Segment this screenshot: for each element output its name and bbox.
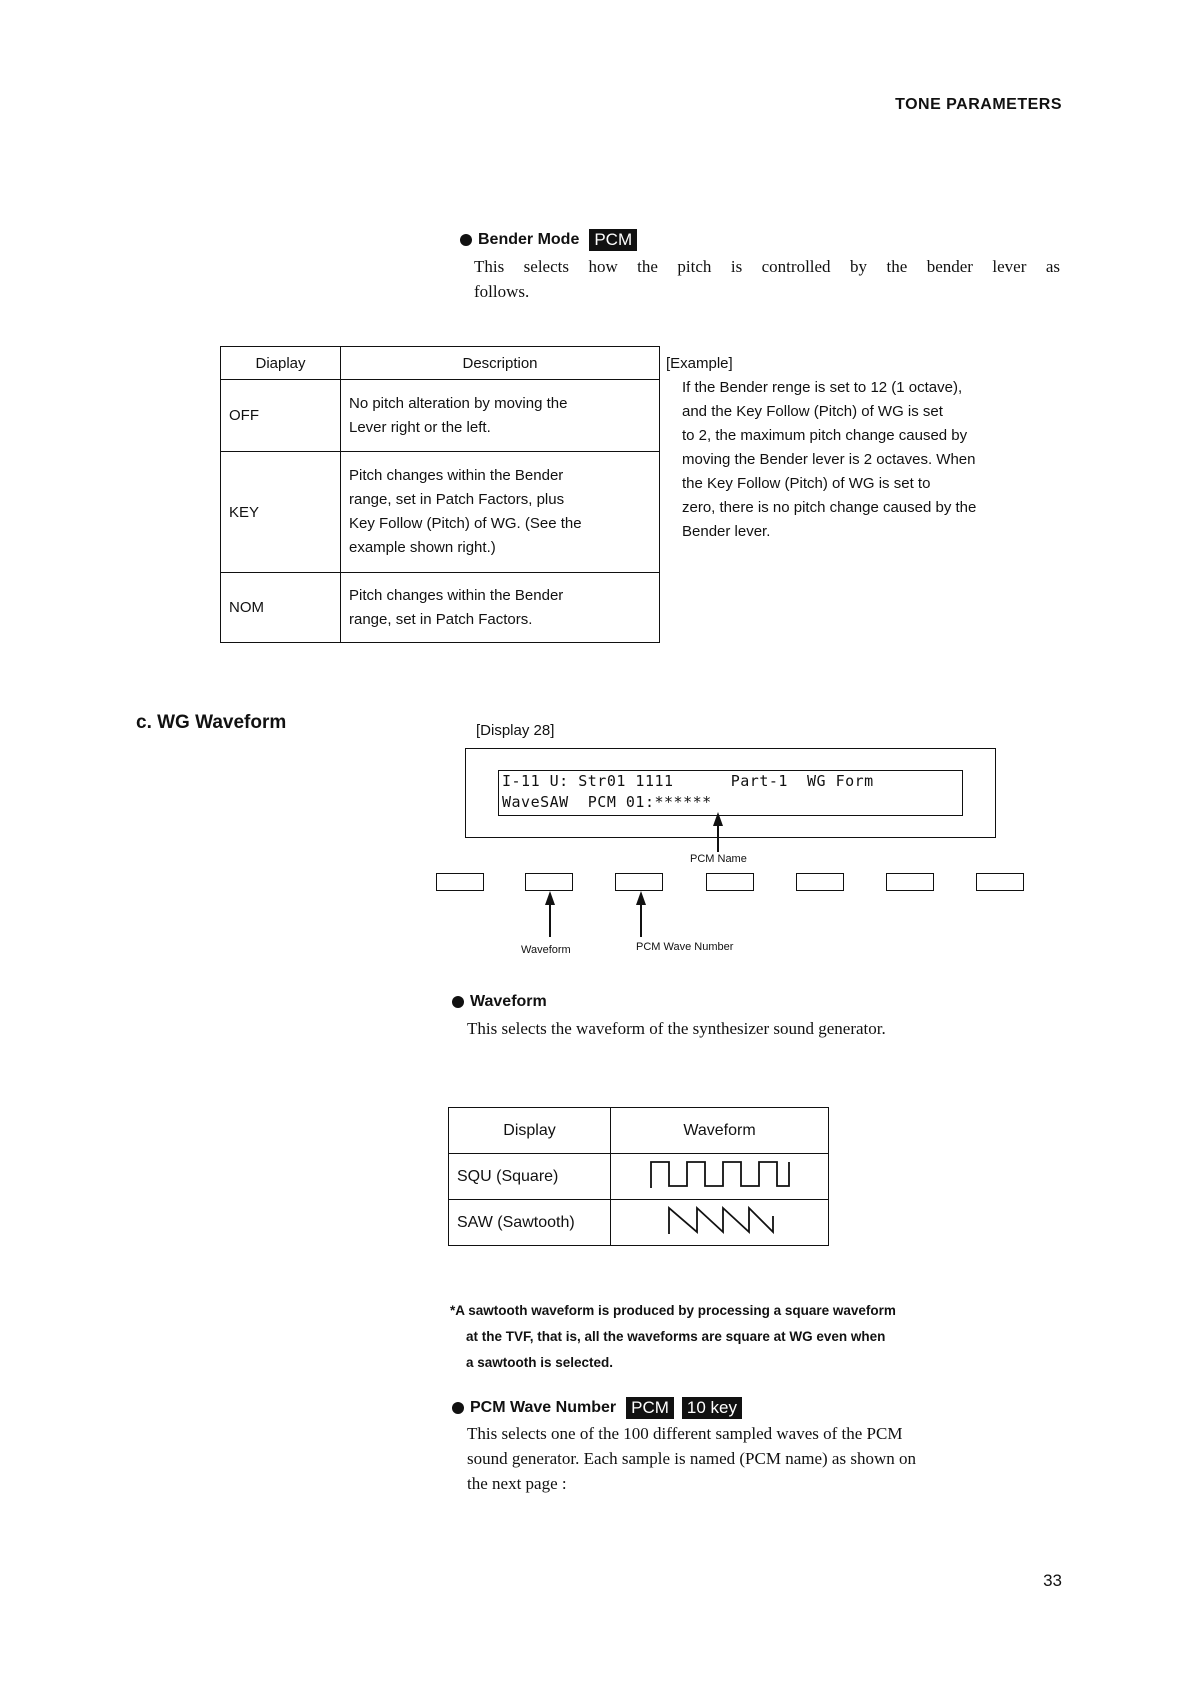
- square-wave-icon: [611, 1154, 829, 1200]
- example-line: zero, there is no pitch change caused by the: [682, 499, 977, 516]
- bender-example: [666, 352, 1046, 544]
- display-caption: [Display 28]: [476, 722, 555, 739]
- description-line: Key Follow (Pitch) of WG. (See the: [349, 515, 582, 532]
- section-title: c. WG Waveform: [136, 712, 287, 733]
- waveform-description: This selects the waveform of the synthesizer sound generator.: [467, 1019, 886, 1038]
- waveform-title: Waveform: [470, 993, 547, 1010]
- table-row: [221, 573, 660, 643]
- pcm-wave-number-heading: [452, 1397, 742, 1419]
- waveform-table: [448, 1107, 829, 1246]
- soft-button-4[interactable]: [706, 873, 754, 891]
- lcd-screen: [498, 770, 963, 816]
- example-line: moving the Bender lever is 2 octaves. When: [682, 451, 976, 468]
- row-display: OFF: [221, 380, 341, 452]
- description-line: example shown right.): [349, 539, 496, 556]
- bullet-icon: [452, 1402, 464, 1414]
- example-line: to 2, the maximum pitch change caused by: [682, 427, 968, 444]
- bender-mode-table: [220, 346, 660, 643]
- description-line: Pitch changes within the Bender: [349, 467, 564, 484]
- pcm-wave-number-description: [467, 1421, 1057, 1496]
- bullet-icon: [460, 234, 472, 246]
- intro-line: This selects how the pitch is controlled by the bender lever as: [474, 257, 1060, 276]
- lcd-line-1: I-11 U: Str01 1111 Part-1 WG Form: [502, 772, 874, 790]
- pcm-wave-number-title: PCM Wave Number: [470, 1399, 617, 1416]
- lcd-line-2: WaveSAW PCM 01:******: [502, 793, 712, 811]
- description-line: the next page :: [467, 1474, 567, 1493]
- table-row: [221, 380, 660, 452]
- table-row: [449, 1154, 829, 1200]
- sawtooth-wave-graphic: [665, 1204, 775, 1236]
- ten-key-badge: 10 key: [682, 1397, 742, 1419]
- bender-mode-heading: [460, 229, 637, 251]
- col-waveform-header: Waveform: [611, 1108, 829, 1154]
- bender-mode-intro: [474, 254, 1060, 304]
- description-line: No pitch alteration by moving the: [349, 394, 568, 412]
- row-description: [341, 380, 660, 452]
- row-description: [341, 452, 660, 573]
- soft-button-1[interactable]: [436, 873, 484, 891]
- row-description: [341, 573, 660, 643]
- note-line: *A sawtooth waveform is produced by processing a square waveform: [450, 1303, 896, 1318]
- table-row: [449, 1200, 829, 1246]
- description-line: This selects one of the 100 different sampled waves of the PCM: [467, 1424, 903, 1443]
- bullet-icon: [452, 996, 464, 1008]
- row-display: SQU (Square): [449, 1154, 611, 1200]
- example-line: the Key Follow (Pitch) of WG is set to: [682, 475, 931, 492]
- soft-button-2[interactable]: [525, 873, 573, 891]
- description-line: range, set in Patch Factors.: [349, 610, 533, 628]
- pcm-badge: PCM: [589, 229, 637, 251]
- arrow-line: [549, 903, 551, 937]
- pcm-wave-number-label: PCM Wave Number: [636, 941, 734, 953]
- note-line: at the TVF, that is, all the waveforms are square at WG even when: [466, 1329, 886, 1344]
- waveform-label: Waveform: [521, 944, 571, 956]
- soft-button-6[interactable]: [886, 873, 934, 891]
- bender-mode-title: Bender Mode: [478, 231, 580, 248]
- col-description-header: Description: [341, 347, 660, 380]
- soft-button-7[interactable]: [976, 873, 1024, 891]
- pcm-name-label: PCM Name: [690, 853, 747, 865]
- example-label: [Example]: [666, 355, 733, 372]
- col-display-header: Diaplay: [221, 347, 341, 380]
- col-display-header: Display: [449, 1108, 611, 1154]
- arrow-line: [717, 824, 719, 852]
- square-wave-graphic: [647, 1158, 792, 1190]
- arrow-line: [640, 903, 642, 937]
- description-line: range, set in Patch Factors, plus: [349, 491, 565, 508]
- intro-line: follows.: [474, 282, 530, 301]
- sawtooth-note: [450, 1298, 1054, 1376]
- soft-button-3[interactable]: [615, 873, 663, 891]
- description-line: Lever right or the left.: [349, 418, 491, 436]
- row-display: SAW (Sawtooth): [449, 1200, 611, 1246]
- row-display: KEY: [221, 452, 341, 573]
- note-line: a sawtooth is selected.: [466, 1355, 614, 1370]
- pcm-badge: PCM: [626, 1397, 674, 1419]
- example-line: If the Bender renge is set to 12 (1 octave),: [682, 379, 963, 396]
- example-line: Bender lever.: [682, 523, 771, 540]
- table-row: [221, 452, 660, 573]
- sawtooth-wave-icon: [611, 1200, 829, 1246]
- description-line: Pitch changes within the Bender: [349, 586, 564, 604]
- example-body: [682, 376, 1046, 544]
- waveform-heading: [452, 993, 547, 1011]
- page-number: 33: [1043, 1571, 1062, 1590]
- soft-button-5[interactable]: [796, 873, 844, 891]
- running-header: TONE PARAMETERS: [895, 96, 1062, 113]
- row-display: NOM: [221, 573, 341, 643]
- description-line: sound generator. Each sample is named (PCM name) as shown on: [467, 1449, 916, 1468]
- example-line: and the Key Follow (Pitch) of WG is set: [682, 403, 943, 420]
